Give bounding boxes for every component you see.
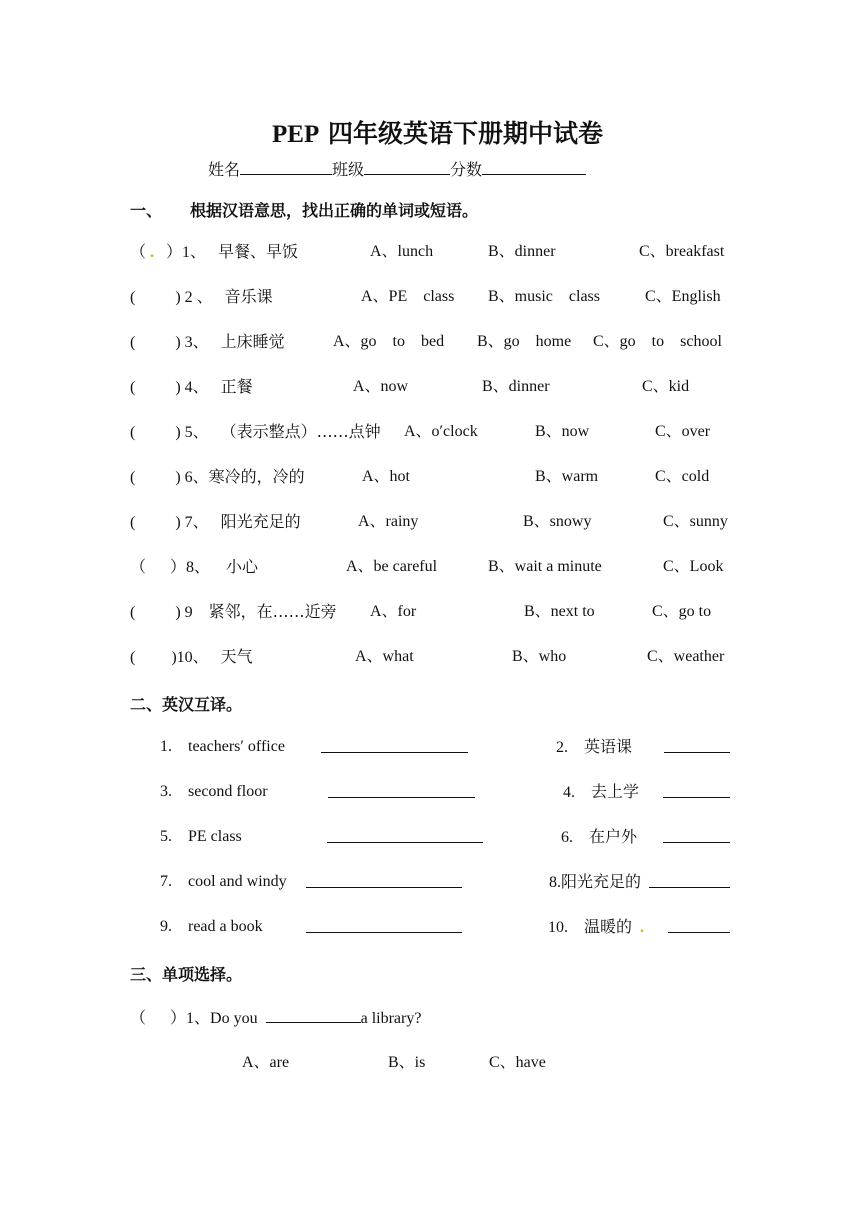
option-a[interactable]: A、for: [370, 603, 417, 620]
answer-blank[interactable]: [664, 737, 730, 758]
option-b[interactable]: B、now: [535, 423, 590, 440]
answer-blank[interactable]: [668, 917, 730, 938]
option-a[interactable]: A、now: [353, 378, 409, 395]
option-a[interactable]: A、lunch: [370, 243, 434, 260]
option-c[interactable]: C、sunny: [663, 513, 728, 530]
option-c[interactable]: C、English: [645, 288, 721, 305]
option-b[interactable]: B、dinner: [482, 378, 550, 395]
translation-item: 10. 温暖的 .: [548, 917, 645, 936]
list-item: ( ) 5、 （表示整点）……点钟: [130, 422, 381, 441]
option-c[interactable]: C、go to school: [593, 333, 722, 350]
list-item: ( ) 2 、 音乐课: [130, 287, 273, 306]
option-b[interactable]: B、next to: [524, 603, 595, 620]
list-item: （ . ）1、 早餐、早饭: [130, 242, 299, 261]
name-blank[interactable]: [240, 158, 332, 175]
translation-item: 1. teachers′ office: [160, 738, 285, 755]
option-c[interactable]: C、kid: [642, 378, 690, 395]
option-c[interactable]: C、cold: [655, 468, 710, 485]
list-item: ( ) 4、 正餐: [130, 377, 253, 396]
list-item: ( ) 6、寒冷的，冷的: [130, 467, 305, 486]
translation-item: 3. second floor: [160, 783, 268, 800]
translation-item: 4. 去上学: [563, 782, 640, 801]
option-c[interactable]: C、Look: [663, 558, 724, 575]
section2-heading: 二、英汉互译。: [130, 695, 243, 714]
answer-paren[interactable]: ( ): [130, 649, 177, 666]
section3-heading: 三、单项选择。: [130, 965, 243, 984]
option-c[interactable]: C、go to: [652, 603, 712, 620]
option-b[interactable]: B、music class: [488, 288, 600, 305]
answer-blank[interactable]: [306, 872, 462, 893]
translation-item: 6. 在户外: [561, 827, 638, 846]
option-b[interactable]: B、is: [388, 1054, 426, 1071]
list-item: ( ) 9 紧邻，在……近旁: [130, 602, 337, 621]
option-b[interactable]: B、dinner: [488, 243, 556, 260]
answer-paren[interactable]: （ ）: [130, 559, 187, 576]
score-blank[interactable]: [482, 158, 586, 175]
answer-paren[interactable]: ( ): [130, 424, 181, 441]
option-a[interactable]: A、what: [355, 648, 414, 665]
answer-blank[interactable]: [327, 827, 483, 848]
list-item: ( ) 7、 阳光充足的: [130, 512, 301, 531]
translation-item: 2. 英语课: [556, 737, 633, 756]
answer-blank[interactable]: [328, 782, 475, 803]
student-info-line: 姓名 班级 分数: [208, 157, 586, 180]
option-a[interactable]: A、o′clock: [404, 423, 478, 440]
option-c[interactable]: C、breakfast: [639, 243, 725, 260]
list-item: ( ) 3、 上床睡觉: [130, 332, 285, 351]
answer-paren[interactable]: ( ): [130, 379, 181, 396]
answer-paren[interactable]: ( ): [130, 334, 181, 351]
answer-blank[interactable]: [306, 917, 462, 938]
option-b[interactable]: B、warm: [535, 468, 599, 485]
answer-paren[interactable]: ( ): [130, 469, 181, 486]
option-b[interactable]: B、wait a minute: [488, 558, 602, 575]
answer-paren[interactable]: ( ): [130, 514, 181, 531]
answer-paren[interactable]: （ . ）: [130, 244, 183, 261]
section1-heading: 一、 根据汉语意思，找出正确的单词或短语。: [130, 201, 479, 220]
option-a[interactable]: A、be careful: [346, 558, 438, 575]
option-c[interactable]: C、weather: [647, 648, 725, 665]
translation-item: 8.阳光充足的: [549, 872, 642, 891]
answer-paren[interactable]: ( ): [130, 289, 181, 306]
class-blank[interactable]: [364, 158, 450, 175]
answer-blank[interactable]: [663, 782, 730, 803]
answer-blank[interactable]: [321, 737, 468, 758]
page-title: PEP 四年级英语下册期中试卷: [272, 119, 603, 148]
option-a[interactable]: A、go to bed: [333, 333, 445, 350]
answer-blank[interactable]: [649, 872, 730, 893]
option-c[interactable]: C、have: [489, 1054, 546, 1071]
translation-item: 7. cool and windy: [160, 873, 287, 890]
translation-item: 5. PE class: [160, 828, 242, 845]
list-item: ( )10、 天气: [130, 647, 253, 666]
list-item: （ ）8、 小心: [130, 557, 259, 576]
option-a[interactable]: A、are: [242, 1054, 290, 1071]
answer-paren[interactable]: （ ）: [130, 1010, 187, 1027]
option-b[interactable]: B、snowy: [523, 513, 592, 530]
option-a[interactable]: A、hot: [362, 468, 411, 485]
option-a[interactable]: A、rainy: [358, 513, 419, 530]
option-c[interactable]: C、over: [655, 423, 711, 440]
answer-paren[interactable]: ( ): [130, 604, 181, 621]
translation-item: 9. read a book: [160, 918, 263, 935]
option-b[interactable]: B、who: [512, 648, 567, 665]
option-a[interactable]: A、PE class: [361, 288, 455, 305]
answer-blank[interactable]: [266, 1007, 361, 1023]
question-item: （ ）1、Do you a library?: [130, 1007, 421, 1029]
option-b[interactable]: B、go home: [477, 333, 572, 350]
answer-blank[interactable]: [663, 827, 730, 848]
